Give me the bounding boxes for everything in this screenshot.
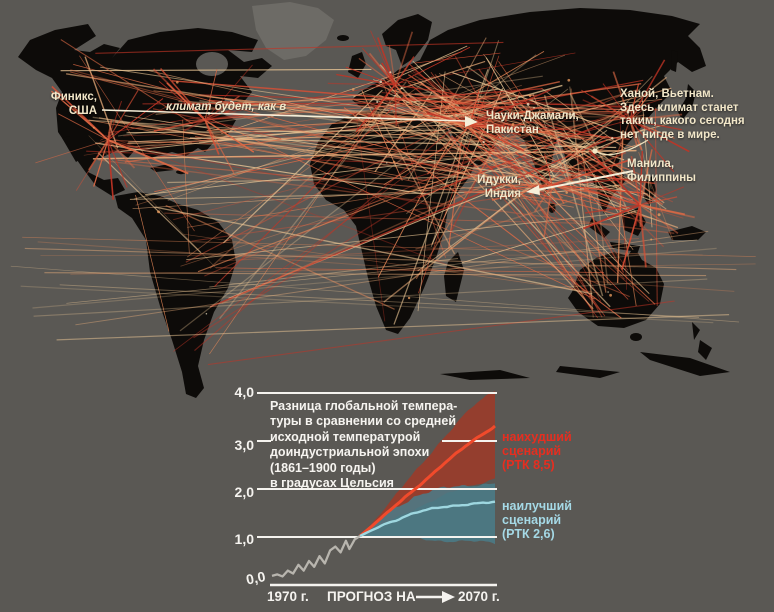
legend-worst-scenario: [502, 430, 572, 472]
legend-best-line3: (РТК 2,6): [502, 527, 555, 541]
xaxis-forecast-label: ПРОГНОЗ НА: [327, 589, 416, 604]
ytick-4: 4,0: [234, 384, 254, 400]
sakhalin: [671, 50, 678, 72]
label-phoenix-line2: США: [68, 104, 97, 117]
greenland: [252, 2, 334, 60]
chart-title: [270, 399, 457, 491]
chart-title-line2: туры в сравнении со средней: [270, 414, 456, 429]
hudson-bay: [196, 52, 228, 76]
label-chauki-jamali: [486, 110, 579, 137]
label-idukki: [440, 174, 521, 201]
label-hanoi: [620, 88, 745, 142]
antarctica-fragments: [440, 352, 730, 380]
new-zealand: [692, 322, 712, 360]
legend-worst-line1: наихудший: [502, 430, 572, 444]
chart-title-line3: исходной температурой: [270, 429, 421, 444]
label-hanoi-desc3: нет нигде в мире.: [620, 128, 720, 141]
chart-title-line1: Разница глобальной темпера-: [270, 399, 458, 413]
label-phoenix: [10, 91, 97, 118]
united-kingdom: [348, 52, 366, 78]
xaxis-end-year: 2070 г.: [458, 589, 500, 604]
forecast-arrowhead-icon: [442, 591, 455, 603]
label-climate-will-be-like: климат будет, как в: [166, 101, 287, 113]
legend-best-scenario: [502, 499, 572, 541]
label-hanoi-title: Ханой, Вьетнам.: [620, 88, 714, 100]
label-hanoi-desc2: таким, какого сегодня: [620, 115, 745, 127]
chart-title-line5: (1861–1900 годы): [270, 460, 376, 475]
xaxis-start-year: 1970 г.: [267, 589, 309, 604]
label-phoenix-line1: Финикс,: [50, 91, 97, 103]
label-manila: [627, 158, 696, 185]
label-chauki-line1: Чауки-Джамали,: [486, 110, 579, 122]
label-chauki-line2: Пакистан: [486, 123, 539, 136]
label-hanoi-desc1: Здесь климат станет: [620, 101, 739, 114]
label-manila-line2: Филиппины: [627, 171, 696, 184]
ytick-1: 1,0: [234, 531, 254, 547]
hanoi-location-dot: [592, 148, 597, 153]
legend-best-line2: сценарий: [502, 513, 562, 527]
legend-worst-line3: (РТК 8,5): [502, 458, 555, 472]
ytick-2: 2,0: [234, 484, 254, 500]
label-idukki-line1: Идукки,: [477, 174, 521, 186]
label-idukki-line2: Индия: [484, 187, 521, 200]
label-manila-line1: Манила,: [627, 158, 675, 170]
chart-title-line4: доиндустриальной эпохи: [270, 445, 430, 460]
iceland: [337, 35, 349, 41]
ytick-0: 0,0: [244, 568, 267, 588]
tasmania: [630, 333, 642, 341]
chart-title-line6: в градусах Цельсия: [270, 476, 394, 491]
legend-best-line1: наилучший: [502, 499, 572, 513]
ytick-3: 3,0: [234, 437, 254, 453]
legend-worst-line2: сценарий: [502, 444, 562, 458]
observed-temperature-line: [272, 536, 360, 576]
